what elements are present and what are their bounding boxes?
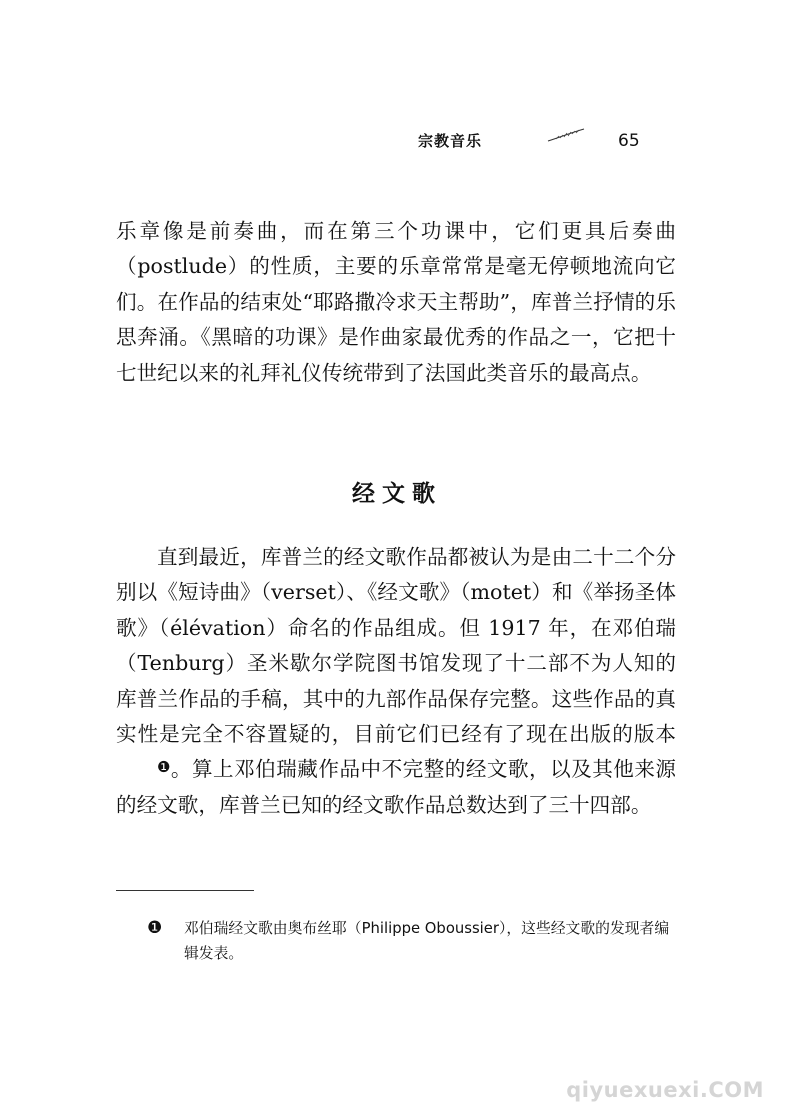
paragraph-text: 直到最近，库普兰的经文歌作品都被认为是由二十二个分别以《短诗曲》（verset）、《经文歌》（motet）和《举扬圣体歌》（élévation）命名的作品组成。但 1917 年，在邓伯瑞（Tenburg）圣米歇尔学院图书馆发现了十二部不为人知的库普兰作品的手稿，其中的九部作品保存完整。这些作品的真实性是完全不容置疑的，目前它们已经有了现在出版的版本 [116,545,676,747]
footnote-reference[interactable]: ❶ [157,758,171,777]
body-paragraph [116,540,676,823]
running-head-title: 宗教音乐 [418,132,483,150]
section-title: 经文歌 [352,481,442,507]
footnote-text: 邓伯瑞经文歌由奥布丝耶（Philippe Oboussier），这些经文歌的发现者编辑发表。 [184,920,670,962]
body-paragraph: 乐章像是前奏曲，而在第三个功课中，它们更具后奏曲（postlude）的性质，主要的乐章常常是毫无停顿地流向它们。在作品的结束处“耶路撒冷求天主帮助”，库普兰抒情的乐思奔涌。《黑暗的功课》是作曲家最优秀的作品之一，它把十七世纪以来的礼拜礼仪传统带到了法国此类音乐的最高点。 [116,219,676,385]
footnote-marker: ❶ [147,918,163,938]
paragraph-text: 。算上邓伯瑞藏作品中不完整的经文歌，以及其他来源的经文歌，库普兰已知的经文歌作品总数达到了三十四部。 [116,757,676,817]
feather-ornament [546,127,586,143]
watermark: qiyuexuexi.COM [566,1078,764,1102]
page-number: 65 [618,131,640,151]
footnote [147,916,674,966]
footnote-divider [116,890,254,891]
